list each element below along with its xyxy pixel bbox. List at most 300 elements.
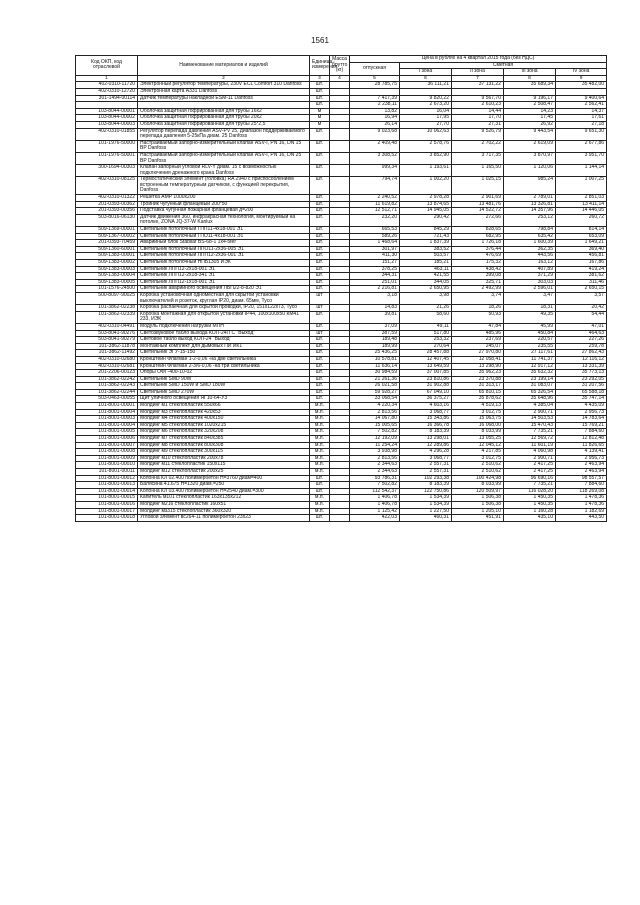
cell-unit: шт. (310, 389, 330, 396)
cell-price-zone-2: 14 522,72 (452, 208, 504, 215)
cell-price-zone-3: 253,12 (504, 214, 556, 226)
cell-code: 201-2206-00123 (76, 370, 138, 377)
table-row (76, 95, 607, 102)
cell-price-zone-2: 2 492,99 (452, 286, 504, 293)
cell-code: 101-3862-11878 (76, 343, 138, 350)
cell-mass (330, 214, 350, 226)
cell-price-zone-2: 12 058,41 (452, 356, 504, 363)
cell-unit: шт. (310, 266, 330, 273)
cell-price-zone-2: 476,69 (452, 253, 504, 260)
cell-price-release: 25 436,25 (350, 350, 400, 357)
cell-price-zone-2: 376,44 (452, 246, 504, 253)
cell-price-release: 2 344,63 (350, 469, 400, 476)
cell-price-zone-2: 272,66 (452, 214, 504, 226)
cell-price-zone-4: 1 478,36 (556, 501, 607, 508)
cell-price-zone-2: 3 012,75 (452, 409, 504, 416)
table-row (76, 292, 607, 304)
cell-price-release: 21 261,36 (350, 376, 400, 383)
cell-price-zone-3: 13 326,81 (504, 201, 556, 208)
cell-name: Молдинг м6 стеклопластик 320х208 (138, 429, 310, 436)
cell-unit: шт. (310, 201, 330, 208)
cell-price-zone-1: 16,04 (400, 108, 452, 115)
cell-name: Электронный регулятор температуры, 230V ECL Comfort 310 Danfoss (138, 82, 310, 89)
cell-mass (330, 330, 350, 337)
cell-name: Молдинг м12 стеклопластик 200х25 (138, 469, 310, 476)
cell-code: 101-3862-02339 (76, 311, 138, 323)
cell-unit: шт. (310, 488, 330, 495)
cell-price-zone-4: 369,40 (556, 246, 607, 253)
cell-code: 101-3862-11492 (76, 350, 138, 357)
cell-price-zone-1: 16 366,78 (400, 422, 452, 429)
cell-code: 101-1576-24500 (76, 286, 138, 293)
cell-unit: м.п. (310, 429, 330, 436)
cell-mass (330, 311, 350, 323)
cell-price-zone-2: 65 810,15 (452, 389, 504, 396)
cell-price-zone-2: 23 370,88 (452, 376, 504, 383)
cell-price-release: 33 068,54 (350, 396, 400, 403)
cell-mass (330, 350, 350, 357)
cell-price-zone-2: 13 481,76 (452, 201, 504, 208)
cell-price-zone-3: 443,56 (504, 253, 556, 260)
column-index: 5 (350, 75, 400, 82)
cell-name: Кронштейн Флагман 1-2-0,06 -на две светильника (138, 356, 310, 363)
cell-price-zone-3: 407,89 (504, 266, 556, 273)
cell-name: Оболочка защитная гофрированная для трубы 16х2 (138, 108, 310, 115)
cell-price-zone-3: 1 450,35 (504, 495, 556, 502)
cell-price-release: 3 308,52 (350, 152, 400, 164)
column-index: 9 (556, 75, 607, 82)
cell-code: 101-8001-00008 (76, 449, 138, 456)
cell-unit: шт. (310, 177, 330, 195)
cell-name: Светильник потолочный НПБ1305 ИЭК (138, 260, 310, 267)
cell-mass (330, 488, 350, 495)
header-code: Код ОКП, код отраслевой (76, 56, 138, 76)
cell-price-zone-3: 3 870,97 (504, 152, 556, 164)
cell-unit: шт. (310, 214, 330, 226)
cell-price-zone-1: 1 837,39 (400, 240, 452, 247)
cell-code: 101-1976-50001 (76, 152, 138, 164)
cell-mass (330, 449, 350, 456)
cell-price-zone-1: 13 298,01 (400, 436, 452, 443)
cell-unit: м.п. (310, 508, 330, 515)
cell-price-zone-1: 23 810,86 (400, 376, 452, 383)
cell-mass (330, 102, 350, 109)
cell-price-zone-4: 118 269,08 (556, 488, 607, 495)
cell-price-release: 11 254,24 (350, 442, 400, 449)
cell-price-zone-2: 50,93 (452, 311, 504, 323)
cell-unit: шт. (310, 240, 330, 247)
cell-price-zone-4: 35 773,13 (556, 370, 607, 377)
cell-price-zone-3: 371,29 (504, 273, 556, 280)
cell-code: 402-0310-02680 (76, 356, 138, 363)
cell-price-zone-2: 3 717,35 (452, 152, 504, 164)
cell-price-zone-3: 2 619,09 (504, 140, 556, 152)
cell-price-zone-2: 8 033,99 (452, 482, 504, 489)
cell-mass (330, 286, 350, 293)
cell-price-zone-2: 17,70 (452, 115, 504, 122)
cell-price-zone-2: 828,65 (452, 227, 504, 234)
cell-price-zone-4: 259,78 (556, 343, 607, 350)
cell-price-zone-4: 381,62 (556, 273, 607, 280)
cell-price-release: 794,74 (350, 177, 400, 195)
cell-code: 101-3862-02242 (76, 376, 138, 383)
cell-price-zone-1: 12 289,86 (400, 442, 452, 449)
cell-price-release: 1 406,78 (350, 501, 400, 508)
cell-price-release: 151,27 (350, 260, 400, 267)
cell-price-zone-3: 116 028,20 (504, 488, 556, 495)
cell-price-release: 411,30 (350, 253, 400, 260)
cell-mass (330, 152, 350, 164)
cell-unit: шт. (310, 376, 330, 383)
cell-price-zone-3: 2 417,25 (504, 462, 556, 469)
cell-price-zone-4: 27 862,43 (556, 350, 607, 357)
cell-unit: м.п. (310, 403, 330, 410)
cell-code: 101-8001-00006 (76, 436, 138, 443)
cell-price-release: 665,53 (350, 227, 400, 234)
cell-price-zone-2: 18,26 (452, 305, 504, 312)
cell-name: Светильник потолочный ЛПП12-2х36-001 Э1 (138, 253, 310, 260)
cell-price-release: 26,14 (350, 121, 400, 128)
cell-code: 500-8097-90025 (76, 292, 138, 304)
cell-price-zone-3: 1 120,06 (504, 165, 556, 177)
cell-name: Щит уличного освещения ЯГ10-64-У3 (138, 396, 310, 403)
cell-price-zone-4: 20,42 (556, 305, 607, 312)
cell-price-zone-3: 450,84 (504, 330, 556, 337)
cell-price-zone-4: 47,01 (556, 323, 607, 330)
cell-unit: шт. (310, 356, 330, 363)
cell-price-zone-3: 65 326,54 (504, 389, 556, 396)
cell-price-zone-2: 2 510,62 (452, 462, 504, 469)
cell-price-release: 3 938,98 (350, 449, 400, 456)
cell-unit: м.п. (310, 455, 330, 462)
header-unit: Единица измерения (310, 56, 330, 76)
cell-price-zone-3: 635,42 (504, 233, 556, 240)
cell-mass (330, 208, 350, 215)
cell-mass (330, 508, 350, 515)
cell-code: 101-8001-00001 (76, 403, 138, 410)
cell-price-zone-4: 1 144,14 (556, 165, 607, 177)
cell-price-zone-3: 12 917,12 (504, 363, 556, 370)
cell-mass (330, 436, 350, 443)
column-index: 3 (310, 75, 330, 82)
cell-price-zone-4: 2 956,73 (556, 409, 607, 416)
cell-price-release: 10 578,81 (350, 356, 400, 363)
cell-code: 201-0393-70459 (76, 240, 138, 247)
cell-price-zone-3: 14 357,96 (504, 208, 556, 215)
cell-unit: м.п. (310, 501, 330, 508)
cell-price-zone-4: 11 826,65 (556, 442, 607, 449)
cell-price-release: 422,03 (350, 515, 400, 522)
cell-unit: шт. (310, 227, 330, 234)
cell-price-zone-2: 16 068,00 (452, 422, 504, 429)
cell-price-zone-2: 1 726,18 (452, 240, 504, 247)
cell-price-zone-2: 27,31 (452, 121, 504, 128)
cell-price-zone-4: 2 956,73 (556, 455, 607, 462)
cell-mass (330, 240, 350, 247)
cell-price-zone-4: 13 331,39 (556, 363, 607, 370)
cell-price-release: 37,09 (350, 323, 400, 330)
cell-mass (330, 246, 350, 253)
cell-price-zone-1: 2 978,28 (400, 195, 452, 202)
cell-price-zone-1: 185,21 (400, 260, 452, 267)
cell-price-zone-3: 7 735,21 (504, 482, 556, 489)
cell-unit: шт. (310, 482, 330, 489)
cell-price-zone-1: 4 296,28 (400, 449, 452, 456)
cell-unit: м.п. (310, 416, 330, 423)
table-row (76, 128, 607, 140)
cell-mass (330, 469, 350, 476)
cell-price-zone-3: 798,84 (504, 227, 556, 234)
cell-price-release: 12 512,71 (350, 208, 400, 215)
cell-price-zone-1: 2 578,76 (400, 140, 452, 152)
cell-price-release: 9 023,68 (350, 128, 400, 140)
cell-name: Светильник ЛПП12-2х18-341 Э1 (138, 273, 310, 280)
cell-price-zone-1: 12 407,45 (400, 356, 452, 363)
cell-code: 509-1369-00001 (76, 227, 138, 234)
cell-mass (330, 227, 350, 234)
cell-mass (330, 177, 350, 195)
cell-unit: м.п. (310, 449, 330, 456)
cell-price-zone-3: 45,99 (504, 323, 556, 330)
cell-code: 402-0310-04491 (76, 323, 138, 330)
cell-price-zone-3: 2 789,01 (504, 195, 556, 202)
cell-mass (330, 292, 350, 304)
cell-price-release: 2 813,56 (350, 455, 400, 462)
cell-name: Молдинг м3 стеклопластик 420х53 (138, 409, 310, 416)
table-row (76, 515, 607, 522)
cell-mass (330, 337, 350, 344)
cell-mass (330, 370, 350, 377)
cell-code: 402-0310-02681 (76, 363, 138, 370)
cell-name: Молдинг м8 стеклопластик 800х308 (138, 442, 310, 449)
cell-mass (330, 140, 350, 152)
cell-name: Датчик движения 360, инфракрасная технология, монтируемый на потолке, ZONA JQ-37-W Kanlux (138, 214, 310, 226)
cell-price-zone-2: 3 012,75 (452, 455, 504, 462)
cell-price-zone-4: 98 557,57 (556, 475, 607, 482)
cell-price-zone-4: 35 747,14 (556, 396, 607, 403)
cell-price-zone-1: 517,80 (400, 330, 452, 337)
cell-price-zone-1: 463,11 (400, 266, 452, 273)
cell-price-zone-3: 362,35 (504, 246, 556, 253)
cell-price-zone-4: 12 812,48 (556, 436, 607, 443)
cell-name: Светильник SMD 270W (138, 389, 310, 396)
price-table (75, 55, 607, 522)
cell-price-zone-4: 9 400,64 (556, 95, 607, 102)
column-index: 1 (76, 75, 138, 82)
table-row (76, 140, 607, 152)
cell-price-release: 2 238,11 (350, 102, 400, 109)
cell-price-zone-1: 1 227,50 (400, 508, 452, 515)
cell-price-zone-4: 14 446,05 (556, 208, 607, 215)
cell-name: Монтажный комплект для дымовых ПИ ИК1 (138, 343, 310, 350)
cell-price-zone-4: 456,81 (556, 253, 607, 260)
cell-name: Светильник потолочный ГПП11-4х18-001 Э1 (138, 227, 310, 234)
cell-unit: м (310, 115, 330, 122)
cell-name: Решетка AMP 1000х200 (138, 195, 310, 202)
cell-unit: м (310, 108, 330, 115)
cell-price-zone-2: 4 217,85 (452, 449, 504, 456)
cell-price-zone-1: 1 193,61 (400, 165, 452, 177)
cell-unit: шт. (310, 343, 330, 350)
cell-name: Настраиваемый запорно-измерительный клапан ASV-I, PN 16, DN 15 BP Danfoss (138, 140, 310, 152)
cell-mass (330, 82, 350, 89)
cell-price-zone-4: 1 182,69 (556, 508, 607, 515)
cell-code: 101-8001-00004 (76, 409, 138, 416)
cell-mass (330, 201, 350, 208)
cell-price-release: 3,18 (350, 292, 400, 304)
cell-name: Светильник аварийного освещения ЛБП22-8-820 Э1 (138, 286, 310, 293)
cell-price-zone-2: 438,42 (452, 266, 504, 273)
cell-price-zone-2: 1 025,15 (452, 177, 504, 195)
cell-unit: м (310, 121, 330, 128)
cell-price-zone-3: 18,31 (504, 305, 556, 312)
cell-unit: м.п. (310, 422, 330, 429)
cell-price-zone-3: 235,55 (504, 343, 556, 350)
cell-name: Тройник чугунный фланцевый 200*50 (138, 201, 310, 208)
cell-price-zone-3: 11 741,37 (504, 356, 556, 363)
cell-mass (330, 323, 350, 330)
cell-mass (330, 305, 350, 312)
cell-price-zone-2: 2 610,23 (452, 102, 504, 109)
column-index: 4 (330, 75, 350, 82)
cell-unit: шт. (310, 140, 330, 152)
cell-mass (330, 442, 350, 449)
cell-price-zone-3: 27 117,61 (504, 350, 556, 357)
cell-code: 201-0393-00356 (76, 208, 138, 215)
cell-price-zone-4: 814,14 (556, 227, 607, 234)
cell-price-zone-1: 13 649,59 (400, 363, 452, 370)
header-zone-2: II зона (452, 69, 504, 76)
cell-price-release: 251,01 (350, 279, 400, 286)
cell-code: 101-8001-00010 (76, 462, 138, 469)
cell-code: 402-0310-12720 (76, 88, 138, 95)
cell-code: 402-0310-01855 (76, 128, 138, 140)
cell-price-zone-1: 67 049,10 (400, 389, 452, 396)
cell-name: Молдинг м10 стеклопластик 200х78 (138, 455, 310, 462)
cell-unit: шт (310, 330, 330, 337)
cell-price-zone-2: 2 901,69 (452, 195, 504, 202)
cell-price-zone-4: 17,61 (556, 115, 607, 122)
cell-price-zone-2: 175,32 (452, 260, 504, 267)
cell-price-zone-2: 27 970,80 (452, 350, 504, 357)
cell-mass (330, 165, 350, 177)
cell-price-zone-2: 9 526,79 (452, 128, 504, 140)
cell-price-zone-2: 13 055,25 (452, 436, 504, 443)
cell-price-release: 15 005,65 (350, 422, 400, 429)
cell-price-zone-4: 1 478,36 (556, 495, 607, 502)
cell-price-zone-3: 2 417,25 (504, 469, 556, 476)
cell-mass (330, 416, 350, 423)
cell-price-zone-2: 13 298,90 (452, 363, 504, 370)
cell-mass (330, 462, 350, 469)
cell-code: 402-0310-11720 (76, 82, 138, 89)
cell-price-zone-1: 2 673,20 (400, 102, 452, 109)
cell-code: 301-1494-00114 (76, 95, 138, 102)
cell-unit: шт. (310, 260, 330, 267)
cell-price-release: 589,26 (350, 233, 400, 240)
cell-price-zone-3: 9 443,54 (504, 128, 556, 140)
cell-name: Электронная карта A331 Danfoss (138, 88, 310, 95)
cell-price-release: 387,59 (350, 330, 400, 337)
cell-mass (330, 195, 350, 202)
cell-price-release: 378,25 (350, 266, 400, 273)
cell-mass (330, 422, 350, 429)
cell-code: 509-1383-00003 (76, 266, 138, 273)
cell-price-zone-3: 2 508,47 (504, 102, 556, 109)
cell-unit: шт. (310, 152, 330, 164)
cell-code: 101-8001-00017 (76, 508, 138, 515)
cell-mass (330, 273, 350, 280)
cell-name: Светильник SMD 150W и SMD 180W (138, 383, 310, 390)
cell-code: 101-3862-02243 (76, 383, 138, 390)
cell-price-release: 1 125,42 (350, 508, 400, 515)
cell-name: Термостатический элемент (головка) RA 2940 с приспособлением встроенным температурным датчиком, с функцией перекрытия, Danfoss (138, 177, 310, 195)
cell-price-zone-2: 15 063,75 (452, 416, 504, 423)
cell-price-zone-3: 4 060,98 (504, 449, 556, 456)
cell-unit: шт. (310, 253, 330, 260)
cell-price-zone-4: 443,50 (556, 515, 607, 522)
cell-price-zone-2: 100 424,98 (452, 475, 504, 482)
cell-name: Настраиваемый запорно-измерительный клапан ASV-I, PN 16, DN 25 BP Danfoss (138, 152, 310, 164)
cell-price-zone-4: 4 139,41 (556, 449, 607, 456)
cell-price-zone-1: 1 534,39 (400, 501, 452, 508)
cell-mass (330, 260, 350, 267)
cell-unit: шт. (310, 95, 330, 102)
cell-price-zone-4: 464,63 (556, 330, 607, 337)
cell-price-zone-4: 54,44 (556, 311, 607, 323)
cell-unit: шт. (310, 208, 330, 215)
cell-unit: шт (310, 292, 330, 304)
cell-price-zone-4: 35 482,00 (556, 82, 607, 89)
cell-mass (330, 455, 350, 462)
cell-price-zone-1: 49,11 (400, 323, 452, 330)
cell-price-zone-2: 1 506,38 (452, 501, 504, 508)
cell-name: Аварийный блок Stabilar BS-68-1 1х4-5ter (138, 240, 310, 247)
cell-price-zone-4: 653,09 (556, 233, 607, 240)
cell-code: 101-8001-00018 (76, 515, 138, 522)
cell-price-zone-4: 1 007,25 (556, 177, 607, 195)
cell-price-zone-2: 237,69 (452, 337, 504, 344)
cell-unit: шт. (310, 396, 330, 403)
cell-price-zone-1: 2 650,95 (400, 286, 452, 293)
cell-name: Светильник ЛПП12-1х18-001 Э1 (138, 279, 310, 286)
cell-name: Молдинг м7 стеклопластик 840х385 (138, 436, 310, 443)
cell-price-zone-4: 2 851,03 (556, 195, 607, 202)
cell-price-zone-3: 220,57 (504, 337, 556, 344)
cell-mass (330, 108, 350, 115)
cell-name: Молдинг м9 стеклопластик 300х115 (138, 449, 310, 456)
cell-unit: шт. (310, 273, 330, 280)
cell-price-release: 11 619,82 (350, 201, 400, 208)
header-price-group: Цена в рублях на 4 квартал 2015 года (без НДС) (350, 56, 607, 63)
cell-name: Коробка монтажная для открытой установки IP44, 100х100х50 КМ41 233, ИЭК (138, 311, 310, 323)
cell-price-zone-1: 27,70 (400, 121, 452, 128)
cell-price-zone-4: 14 783,64 (556, 416, 607, 423)
cell-price-zone-4: 9 651,30 (556, 128, 607, 140)
cell-name: Коробка установочная одноместная для скрытой установки выключателей и розеток, круглая IP20, диам. 65мм, Tyco (138, 292, 310, 304)
cell-mass (330, 266, 350, 273)
cell-code: 201-0393-00362 (76, 201, 138, 208)
cell-price-zone-3: 7 735,21 (504, 429, 556, 436)
cell-price-zone-1: 1 002,20 (400, 177, 452, 195)
cell-price-zone-3: 17,45 (504, 115, 556, 122)
cell-code: 509-1383-00002 (76, 260, 138, 267)
cell-price-zone-1: 15 343,86 (400, 416, 452, 423)
cell-price-zone-2: 8 033,99 (452, 429, 504, 436)
cell-mass (330, 495, 350, 502)
cell-price-zone-2: 37 131,22 (452, 82, 504, 89)
cell-price-release: 16,94 (350, 115, 400, 122)
